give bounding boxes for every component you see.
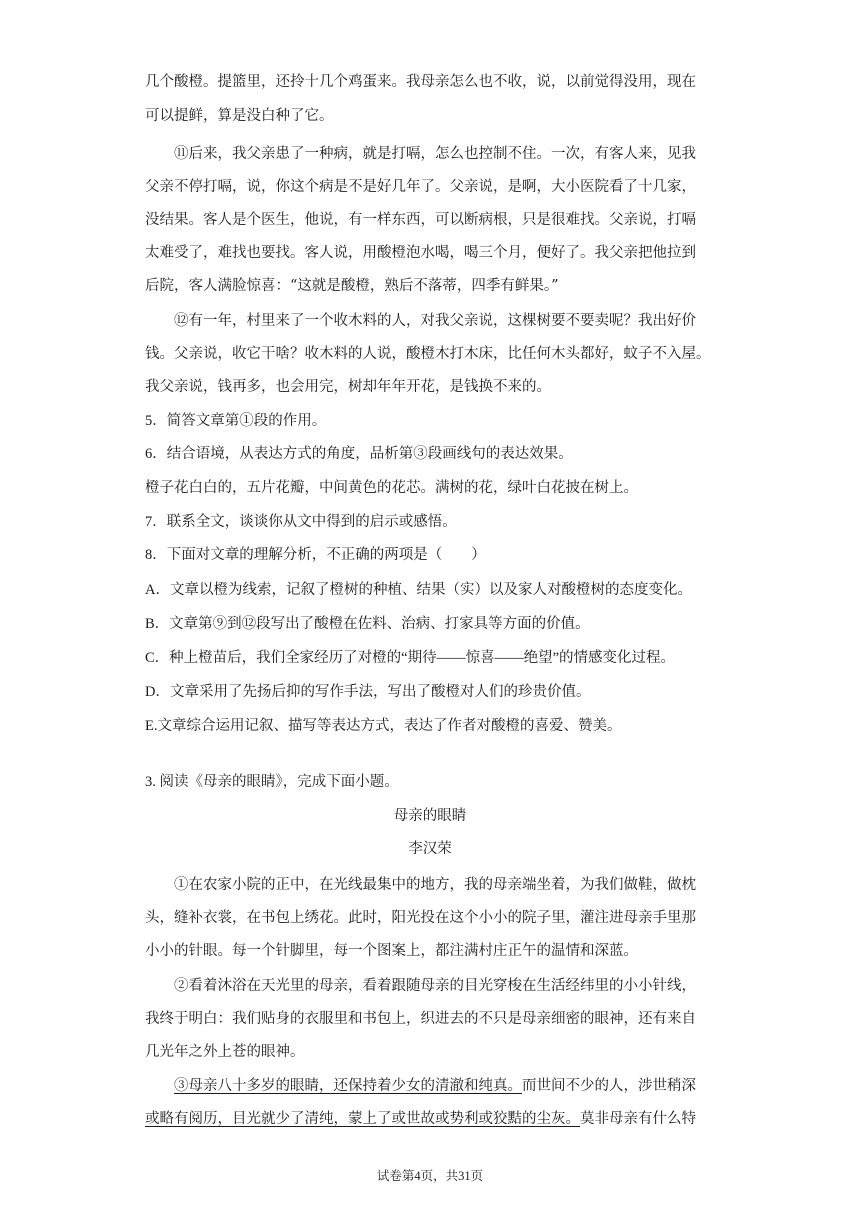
question-5: 5．简答文章第①段的作用。: [145, 413, 327, 429]
article-paragraph-2-line: 我终于明白：我们贴身的衣服里和书包上，织进去的不只是母亲细密的眼神，还有来自: [145, 1011, 696, 1027]
article-paragraph-2-line: 几光年之外上苍的眼神。: [145, 1044, 305, 1060]
page-footer: 试卷第4页，共31页: [376, 1169, 484, 1183]
paragraph-11-line: 太难受了，难找也要找。客人说，用酸橙泡水喝，喝三个月，便好了。我父亲把他拉到: [145, 245, 696, 261]
article-paragraph-1-line: 小小的针眼。每一个针脚里，每一个图案上，都注满村庄正午的温情和深蓝。: [145, 943, 638, 959]
question-6: 6．结合语境，从表达方式的角度，品析第③段画线句的表达效果。: [145, 446, 573, 462]
article-paragraph-3-line: [145, 1109, 725, 1129]
question-6-quote: 橙子花白白的，五片花瓣，中间黄色的花芯。满树的花，绿叶白花披在树上。: [145, 480, 638, 496]
paragraph-11-line: 父亲不停打嗝，说，你这个病是不是好几年了。父亲说，是啊，大小医院看了十几家，: [145, 179, 696, 195]
paragraph-12-line: 钱。父亲说，收它干啥？收木料的人说，酸橙木打木床，比任何木头都好，蚊子不入屋。: [145, 346, 711, 362]
story-continued-line: 可以提鲜，算是没白种了它。: [145, 108, 334, 124]
paragraph-text: 莫非母亲有什么特: [580, 1111, 696, 1127]
story-continued-line: 几个酸橙。提篮里，还拎十几个鸡蛋来。我母亲怎么也不收，说，以前觉得没用，现在: [145, 74, 696, 90]
paragraph-12-line: ⑫有一年，村里来了一个收木料的人，对我父亲说，这棵树要不要卖呢？我出好价: [174, 313, 696, 329]
article-title: 母亲的眼睛: [393, 808, 467, 824]
paragraph-11-line: 后院，客人满脸惊喜：“这就是酸橙，熟后不落蒂，四季有鲜果。”: [145, 278, 559, 294]
question-8-option-e: E.文章综合运用记叙、描写等表达方式，表达了作者对酸橙的喜爱、赞美。: [145, 718, 622, 734]
paragraph-11-line: ⑪后来，我父亲患了一种病，就是打嗝，怎么也控制不住。一次，有客人来，见我: [174, 146, 696, 162]
question-7: 7．联系全文，谈谈你从文中得到的启示或感悟。: [145, 514, 457, 530]
paragraph-11-line: 没结果。客人是个医生，他说，有一样东西，可以断病根，只是很难找。父亲说，打嗝: [145, 212, 696, 228]
article-paragraph-1-line: ①在农家小院的正中，在光线最集中的地方，我的母亲端坐着，为我们做鞋，做枕: [174, 877, 696, 893]
underlined-sentence: 或略有阅历，目光就少了清纯，蒙上了或世故或势利或狡黠的尘灰。: [145, 1111, 580, 1127]
question-8-option-c: C．种上橙苗后，我们全家经历了对橙的“期待——惊喜——绝望”的情感变化过程。: [145, 650, 676, 666]
article-paragraph-1-line: 头，缝补衣裳，在书包上绣花。此时，阳光投在这个小小的院子里，灌注进母亲手里那: [145, 910, 696, 926]
section-3-intro: 3. 阅读《母亲的眼睛》，完成下面小题。: [145, 774, 399, 790]
paragraph-text: 而世间不少的人，涉世稍深: [522, 1078, 696, 1094]
question-8-option-b: B．文章第⑨到⑫段写出了酸橙在佐料、治病、打家具等方面的价值。: [145, 616, 590, 632]
article-author: 李汉荣: [408, 841, 452, 857]
article-paragraph-3-line: [174, 1076, 725, 1096]
question-8: 8．下面对文章的理解分析，不正确的两项是（ ）: [145, 547, 486, 563]
underlined-sentence: ③母亲八十多岁的眼睛，还保持着少女的清澈和纯真。: [174, 1078, 522, 1094]
paragraph-12-line: 我父亲说，钱再多，也会用完，树却年年开花，是钱换不来的。: [145, 379, 551, 395]
question-8-option-a: A．文章以橙为线索，记叙了橙树的种植、结果（实）以及家人对酸橙树的态度变化。: [145, 582, 692, 598]
article-paragraph-2-line: ②看着沐浴在天光里的母亲，看着跟随母亲的目光穿梭在生活经纬里的小小针线，: [174, 978, 696, 994]
question-8-option-d: D．文章采用了先扬后抑的写作手法，写出了酸橙对人们的珍贵价值。: [145, 684, 591, 700]
